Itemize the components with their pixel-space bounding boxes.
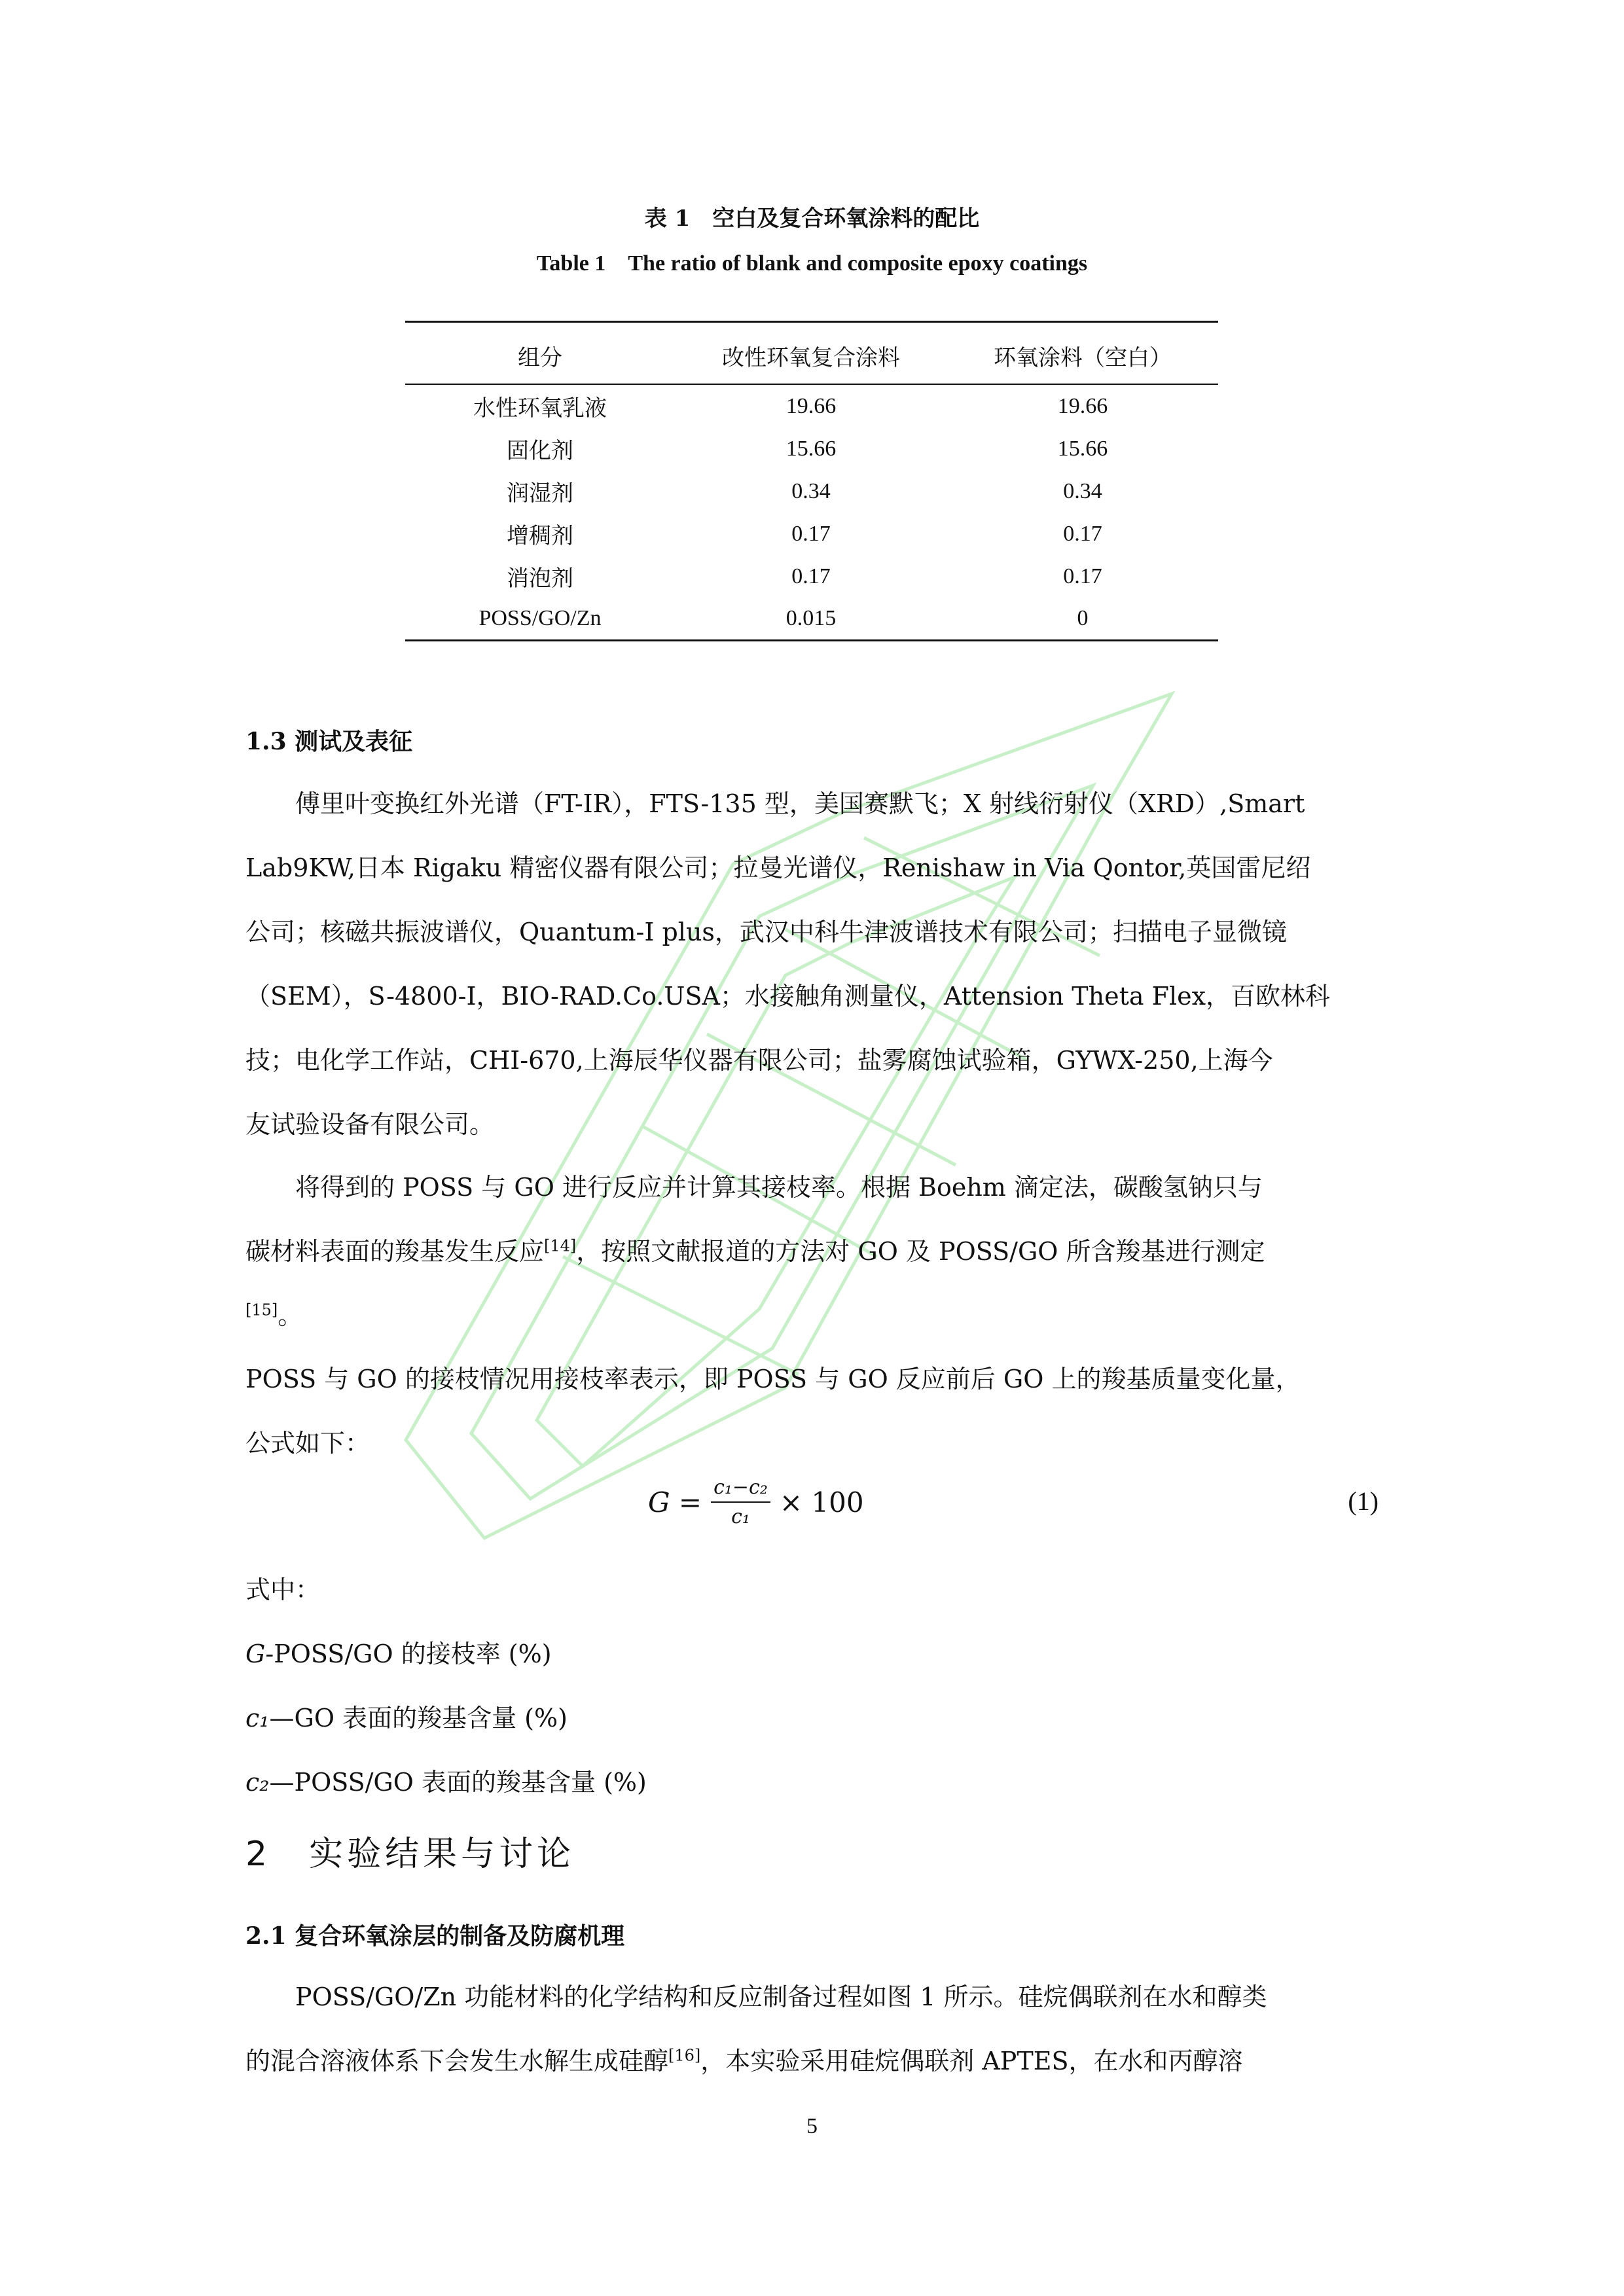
table-row	[405, 470, 1218, 512]
table-top-rule	[405, 321, 1218, 323]
table-cell: 15.66	[1057, 436, 1108, 461]
table-header-row	[405, 329, 1218, 382]
table-cell: 0.17	[791, 564, 831, 588]
table-caption-cn: 表 1 空白及复合环氧涂料的配比	[644, 206, 980, 232]
text-run: ，本实验采用硅烷偶联剂 APTES，在水和丙醇溶	[700, 2047, 1243, 2075]
table-row	[405, 512, 1218, 555]
equation-grafting-rate	[648, 1476, 864, 1528]
text-run: ，按照文献报道的方法对 GO 及 POSS/GO 所含羧基进行测定	[576, 1237, 1265, 1266]
table-cell: 0.17	[1063, 521, 1102, 546]
table-header-cell: 改性环氧复合涂料	[722, 344, 900, 371]
paragraph-line: 傅里叶变换红外光谱（FT-IR），FTS-135 型，美国赛默飞；X 射线衍射仪（XRD）,Smart	[295, 789, 1305, 818]
paragraph-preparation	[245, 1965, 1378, 2093]
table-bottom-rule	[405, 639, 1218, 641]
paragraph-line	[245, 1219, 1378, 1283]
definition-text: —GO 表面的羧基含量 (%)	[269, 1704, 568, 1732]
paragraph-line: 公司；核磁共振波谱仪，Quantum-I plus，武汉中科牛津波谱技术有限公司；扫描电子显微镜	[245, 918, 1287, 946]
paragraph-line: 将得到的 POSS 与 GO 进行反应并计算其接枝率。根据 Boehm 滴定法，碳酸氢钠只与	[295, 1173, 1263, 1202]
definition-text: -POSS/GO 的接枝率 (%)	[265, 1640, 552, 1668]
table-header-cell: 组分	[518, 344, 562, 371]
equation-lhs: G =	[648, 1486, 702, 1518]
paragraph-line: 技；电化学工作站，CHI-670,上海辰华仪器有限公司；盐雾腐蚀试验箱，GYWX-250,上海今	[245, 1046, 1273, 1075]
definition-text: —POSS/GO 表面的羧基含量 (%)	[269, 1768, 647, 1797]
paragraph-line: POSS/GO/Zn 功能材料的化学结构和反应制备过程如图 1 所示。硅烷偶联剂在水和醇类	[295, 1982, 1267, 2011]
table-cell: 0.015	[785, 605, 837, 630]
paragraph-line: 友试验设备有限公司。	[245, 1110, 495, 1139]
section-heading-1-3: 1.3 测试及表征	[245, 728, 413, 755]
table-row	[405, 427, 1218, 470]
definition-line	[245, 1750, 1378, 1814]
equation-fraction	[711, 1476, 770, 1528]
paragraph-line: 公式如下：	[245, 1429, 370, 1458]
symbol: c₂	[245, 1768, 270, 1797]
paragraph-line	[245, 2029, 1378, 2093]
page-number: 5	[806, 2114, 818, 2138]
paragraph-line: （SEM），S-4800-I，BIO-RAD.Co.USA；水接触角测量仪，Attension Theta Flex，百欧林科	[245, 982, 1331, 1011]
text-run: 。	[278, 1301, 303, 1330]
table-row	[405, 555, 1218, 598]
paragraph-line	[245, 1283, 1378, 1348]
table-cell: 19.66	[1057, 393, 1108, 418]
table-cell: 润湿剂	[507, 480, 573, 507]
table-cell: 0.34	[791, 478, 831, 503]
table-cell: 0.17	[1063, 564, 1102, 588]
paragraph-grafting	[245, 1155, 1378, 1348]
citation-ref: [16]	[668, 2046, 701, 2065]
section-heading-2-1: 2.1 复合环氧涂层的制备及防腐机理	[245, 1922, 625, 1950]
table-header-cell: 环氧涂料（空白）	[994, 344, 1172, 371]
table-cell: 固化剂	[507, 438, 573, 464]
citation-ref: [14]	[544, 1236, 577, 1255]
text-run: 的混合溶液体系下会发生水解生成硅醇	[245, 2047, 669, 2075]
table-cell: 0.34	[1063, 478, 1102, 503]
section-heading-2: 2 实验结果与讨论	[245, 1835, 575, 1874]
equation-rhs: × 100	[779, 1486, 864, 1518]
equation-denominator: c₁	[731, 1505, 750, 1528]
equation-numerator: c₁−c₂	[711, 1476, 770, 1503]
table-cell: 15.66	[785, 436, 837, 461]
symbol: G	[245, 1640, 266, 1668]
text-run: 碳材料表面的羧基发生反应	[245, 1237, 545, 1266]
table-cell: 0	[1077, 605, 1089, 630]
table-cell: 19.66	[785, 393, 837, 418]
table-cell: POSS/GO/Zn	[478, 605, 602, 630]
table-cell: 增稠剂	[507, 523, 573, 549]
paragraph-instruments	[245, 772, 1378, 1157]
paragraph-formula-intro	[245, 1347, 1378, 1475]
paragraph-line: Lab9KW,日本 Rigaku 精密仪器有限公司；拉曼光谱仪，Renishaw in Via Qontor,英国雷尼绍	[245, 853, 1311, 882]
paragraph-where	[245, 1558, 1378, 1814]
symbol: c₁	[245, 1704, 270, 1732]
definition-line	[245, 1622, 1378, 1686]
table-cell: 0.17	[791, 521, 831, 546]
equation-number: (1)	[1348, 1486, 1379, 1516]
paragraph-line: 式中：	[245, 1575, 321, 1604]
paragraph-line: POSS 与 GO 的接枝情况用接枝率表示，即 POSS 与 GO 反应前后 GO 上的羧基质量变化量，	[245, 1365, 1301, 1393]
table-caption-en: Table 1 The ratio of blank and composite epoxy coatings	[536, 251, 1088, 276]
definition-line	[245, 1686, 1378, 1750]
table-cell: 消泡剂	[507, 565, 573, 592]
table-row	[405, 385, 1218, 427]
table-cell: 水性环氧乳液	[473, 395, 607, 422]
table-row	[405, 597, 1218, 639]
citation-ref: [15]	[245, 1300, 278, 1319]
